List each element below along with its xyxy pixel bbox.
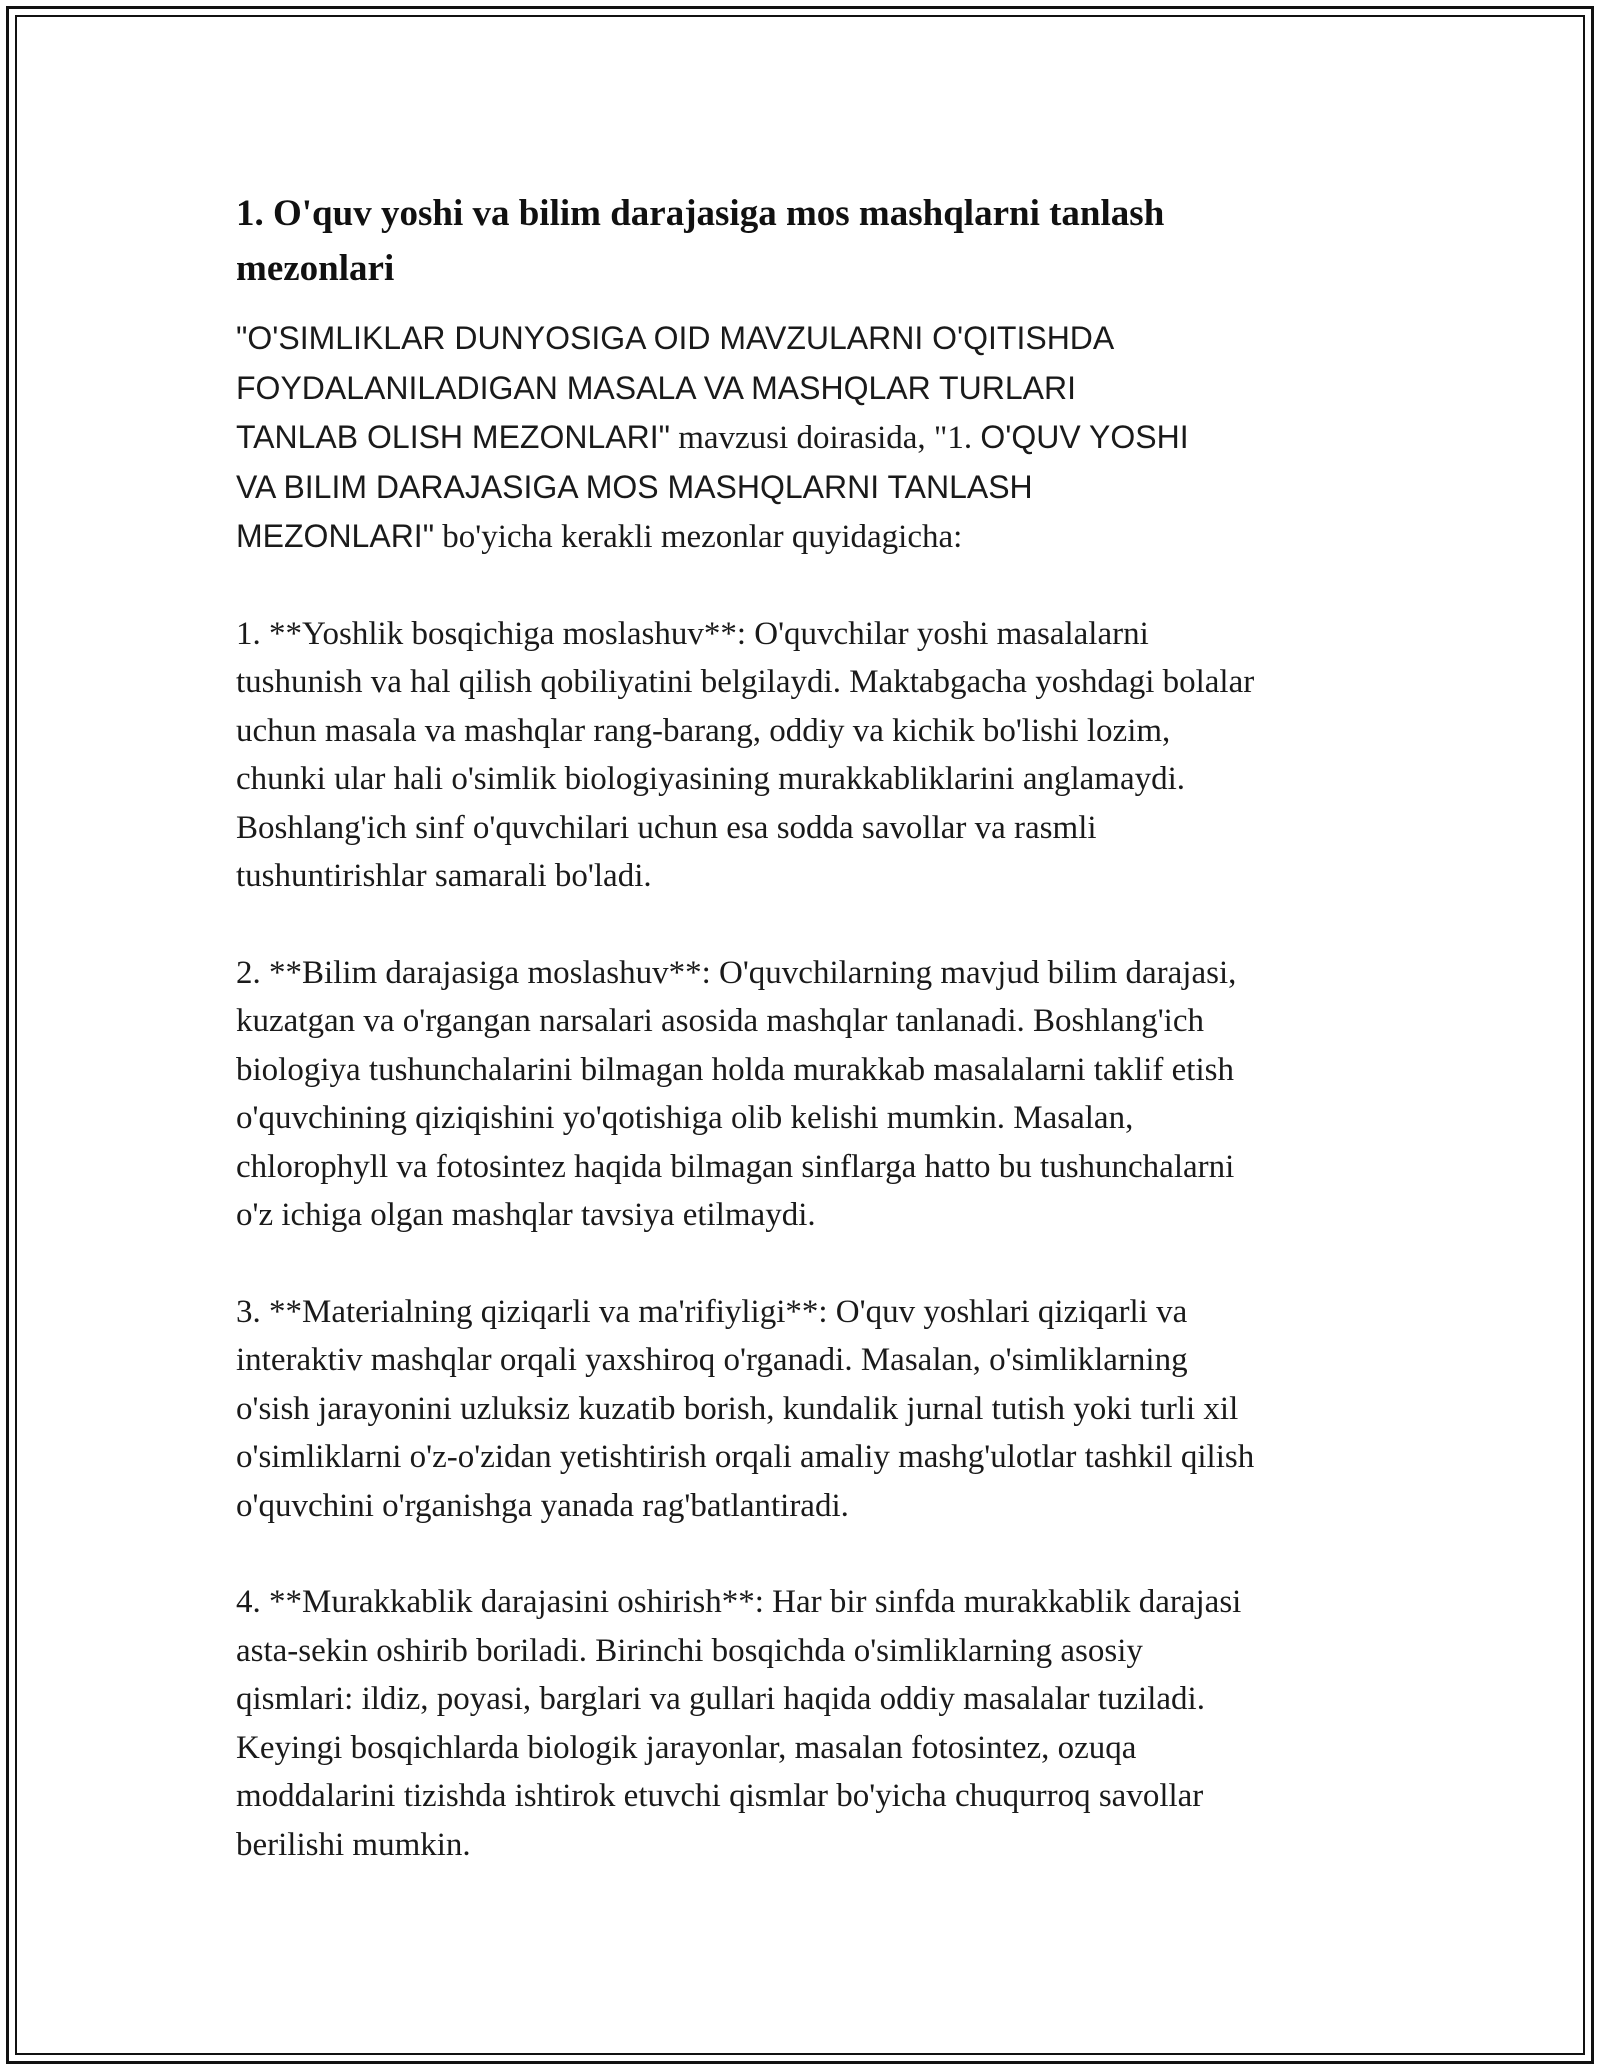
heading-line-1: 1. O'quv yoshi va bilim darajasiga mos mashqlarni tanlash <box>236 193 1165 234</box>
criterion-paragraph-2: 2. **Bilim darajasiga moslashuv**: O'quvchilarning mavjud bilim darajasi, kuzatgan va o'rgangan narsalari asosida mashqlar tanlanadi. Boshlang'ich biologiya tushunchalarini bilmagan holda murakkab masalalarni taklif etish o'quvchining qiziqishini yo'qotishiga olib kelishi mumkin. Masalan, chlorophyll va fotosintez haqida bilmagan sinflarga hatto bu tushunchalarni o'z ichiga olgan mashqlar tavsiya etilmaydi. <box>236 954 1237 1233</box>
intro-paragraph <box>236 314 1366 562</box>
intro-line-3-rest: mavzusi doirasida, "1. <box>669 420 981 456</box>
criterion-paragraph-3: 3. **Materialning qiziqarli va ma'rifiyligi**: O'quv yoshlari qiziqarli va interaktiv mashqlar orqali yaxshiroq o'rganadi. Masalan, o'simliklarning o'sish jarayonini uzluksiz kuzatib borish, kundalik jurnal tutish yoki turli xil o'simliklarni o'z-o'zidan yetishtirish orqali amaliy mashg'ulotlar tashkil qilish o'quvchini o'rganishga yanada rag'batlantiradi. <box>236 1293 1255 1524</box>
heading-line-2: mezonlari <box>236 248 395 289</box>
intro-line-2: FOYDALANILADIGAN MASALA VA MASHQLAR TURLARI <box>236 369 1076 406</box>
intro-line-3-upper: TANLAB OLISH MEZONLARI" <box>236 419 670 455</box>
intro-line-4: VA BILIM DARAJASIGA MOS MASHQLARNI TANLASH <box>236 468 1033 505</box>
section-heading <box>236 186 1366 296</box>
criterion-paragraph-4: 4. **Murakkablik darajasini oshirish**: Har bir sinfda murakkablik darajasi asta-sekin oshirib boriladi. Birinchi bosqichda o'simliklarning asosiy qismlari: ildiz, poyasi, barglari va gullari haqida oddiy masalalar tuziladi. Keyingi bosqichlarda biologik jarayonlar, masalan fotosintez, ozuqa moddalarini tizishda ishtirok etuvchi qismlar bo'yicha chuqurroq savollar berilishi mumkin. <box>236 1584 1242 1863</box>
criterion-paragraph-1: 1. **Yoshlik bosqichiga moslashuv**: O'quvchilar yoshi masalalarni tushunish va hal qilish qobiliyatini belgilaydi. Maktabgacha yoshdagi bolalar uchun masala va mashqlar rang-barang, oddiy va kichik bo'lishi lozim, chunki ular hali o'simlik biologiyasining murakkabliklarini anglamaydi. Boshlang'ich sinf o'quvchilari uchun esa sodda savollar va rasmli tushuntirishlar samarali bo'ladi. <box>236 615 1255 894</box>
intro-line-5-rest: bo'yicha kerakli mezonlar quyidagicha: <box>434 519 963 555</box>
intro-line-1: "O'SIMLIKLAR DUNYOSIGA OID MAVZULARNI O'QITISHDA <box>236 320 1115 356</box>
intro-line-5-upper: MEZONLARI" <box>236 518 435 554</box>
intro-line-3-upper-2: O'QUV YOSHI <box>980 419 1189 455</box>
document-body <box>236 186 1366 1869</box>
